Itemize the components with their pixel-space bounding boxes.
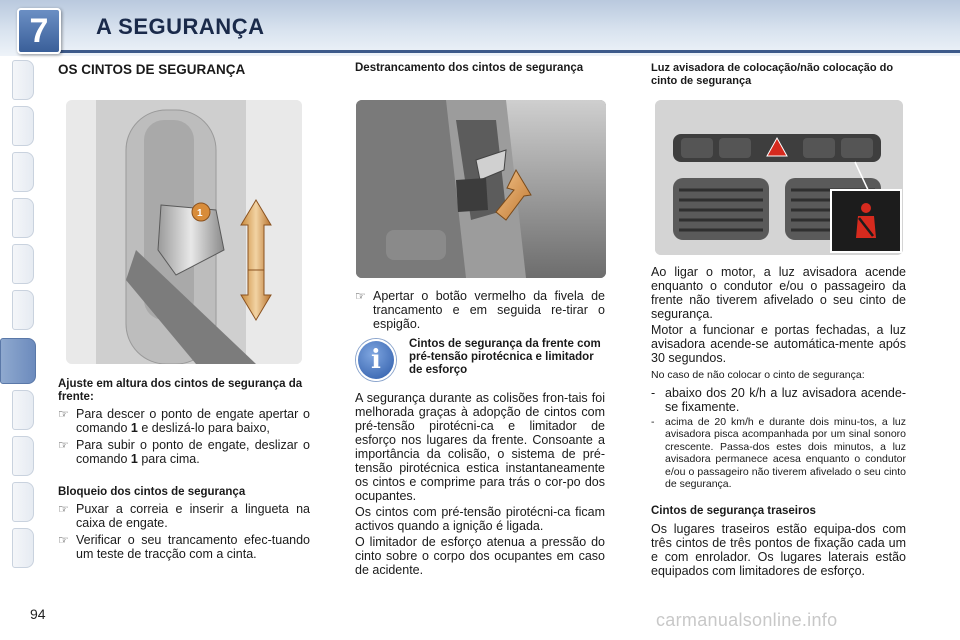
pointing-hand-icon: ☞ bbox=[58, 438, 69, 452]
chapter-tab[interactable] bbox=[12, 106, 34, 146]
chapter-tab[interactable] bbox=[12, 482, 34, 522]
chapter-tab-active[interactable] bbox=[0, 338, 36, 384]
chapter-number-badge: 7 bbox=[17, 8, 61, 54]
column-right bbox=[651, 62, 906, 87]
page-number: 94 bbox=[30, 606, 46, 622]
chapter-title: A SEGURANÇA bbox=[96, 14, 265, 39]
rear-belts-paragraph: Os lugares traseiros estão equipa-dos com três cintos de três pontos de fixação cada um e com enrolador. Os lugares laterais estão equipados com limitadores de esforço. bbox=[651, 521, 906, 578]
info-icon: i bbox=[356, 339, 396, 381]
locking-bullet: ☞ Puxar a correia e inserir a lingueta na caixa de engate. bbox=[58, 502, 310, 530]
chapter-tab[interactable] bbox=[12, 152, 34, 192]
warning-light-text bbox=[651, 265, 906, 578]
chapter-tab[interactable] bbox=[12, 60, 34, 100]
figure-dashboard-warning-light bbox=[655, 100, 903, 255]
column-left bbox=[58, 62, 310, 78]
chapter-tab[interactable] bbox=[12, 390, 34, 430]
chapter-tab[interactable] bbox=[12, 198, 34, 238]
locking-bullet: ☞ Verificar o seu trancamento efec-tuando um teste de tracção com a cinta. bbox=[58, 533, 310, 561]
pointing-hand-icon: ☞ bbox=[58, 533, 69, 547]
chapter-tab[interactable] bbox=[12, 528, 34, 568]
figure-belt-buckle bbox=[356, 100, 606, 278]
belt-adjuster-illustration bbox=[66, 100, 302, 364]
pretensioner-title: Cintos de segurança da frente com pré-tensão pirotécnica e limitador de esforço bbox=[409, 338, 601, 376]
chapter-tab[interactable] bbox=[12, 290, 34, 330]
pointing-hand-icon: ☞ bbox=[58, 407, 69, 421]
dashboard-illustration bbox=[655, 100, 903, 255]
header-rule bbox=[58, 50, 960, 53]
no-belt-note: No caso de não colocar o cinto de segurança: bbox=[651, 369, 865, 381]
pointing-hand-icon: ☞ bbox=[58, 502, 69, 516]
rear-belts-title: Cintos de segurança traseiros bbox=[651, 504, 816, 517]
figure-belt-height-adjuster bbox=[66, 100, 302, 364]
warning-dash-item: - acima de 20 km/h e durante dois minu-tos, a luz avisadora pisca acompanhada por um sinal sonoro crescente. Passa-dos estes dois minutos, a luz avisadora permanece acesa enquanto o condutor e/ou o passageiro não tiverem afivelado o seu cinto de segurança. bbox=[651, 415, 906, 490]
section-title-seat-belts: OS CINTOS DE SEGURANÇA bbox=[58, 62, 246, 77]
section-title-unlocking: Destrancamento dos cintos de segurança bbox=[355, 62, 584, 74]
column-middle bbox=[355, 62, 605, 75]
chapter-tab[interactable] bbox=[12, 244, 34, 284]
unlock-bullet-block bbox=[355, 286, 605, 331]
unlock-bullet: ☞ Apertar o botão vermelho da fivela de trancamento e em seguida re-tirar o espigão. bbox=[355, 289, 605, 331]
section-title-warning-light: Luz avisadora de colocação/não colocação do cinto de segurança bbox=[651, 62, 894, 87]
info-title-block bbox=[409, 338, 605, 377]
callout-number-1: 1 bbox=[197, 208, 203, 219]
height-adjust-bullet: ☞ Para subir o ponto de engate, deslizar o comando 1 para cima. bbox=[58, 438, 310, 466]
pointing-hand-icon: ☞ bbox=[355, 289, 366, 303]
height-adjust-block bbox=[58, 378, 310, 561]
locking-title: Bloqueio dos cintos de segurança bbox=[58, 486, 246, 498]
pretensioner-text bbox=[355, 391, 605, 577]
height-adjust-title: Ajuste em altura dos cintos de segurança da frente: bbox=[58, 378, 303, 403]
warning-paragraph: Motor a funcionar e portas fechadas, a luz avisadora acende-se automática-mente após 30 segundos. bbox=[651, 323, 906, 365]
warning-dash-item: - abaixo dos 20 k/h a luz avisadora acende-se fixamente. bbox=[651, 385, 906, 414]
pretensioner-paragraph: Os cintos com pré-tensão pirotécni-ca ficam activos quando a ignição é ligada. bbox=[355, 505, 605, 533]
pretensioner-paragraph: O limitador de esforço atenua a pressão do cinto sobre o corpo dos ocupantes em caso de acidente. bbox=[355, 535, 605, 577]
warning-paragraph: Ao ligar o motor, a luz avisadora acende enquanto o condutor e/ou o passageiro da frente não tiverem afivelado o seu cinto de segurança. bbox=[651, 265, 906, 321]
chapter-tab-strip bbox=[0, 60, 36, 580]
buckle-illustration bbox=[356, 100, 606, 278]
height-adjust-bullet: ☞ Para descer o ponto de engate apertar o comando 1 e deslizá-lo para baixo, bbox=[58, 407, 310, 435]
watermark: carmanualsonline.info bbox=[656, 610, 838, 630]
pretensioner-paragraph: A segurança durante as colisões fron-tais foi melhorada graças à adopção de cintos com pré-tensão pirotécni-ca e limitador de esforço nos lugares da frente. Consoante a importância da colisão, o sistema de pré-tensão pirotécnica estica instantaneamente os cintos e comprime para trás o cor-po dos ocupantes. bbox=[355, 391, 605, 503]
chapter-tab[interactable] bbox=[12, 436, 34, 476]
